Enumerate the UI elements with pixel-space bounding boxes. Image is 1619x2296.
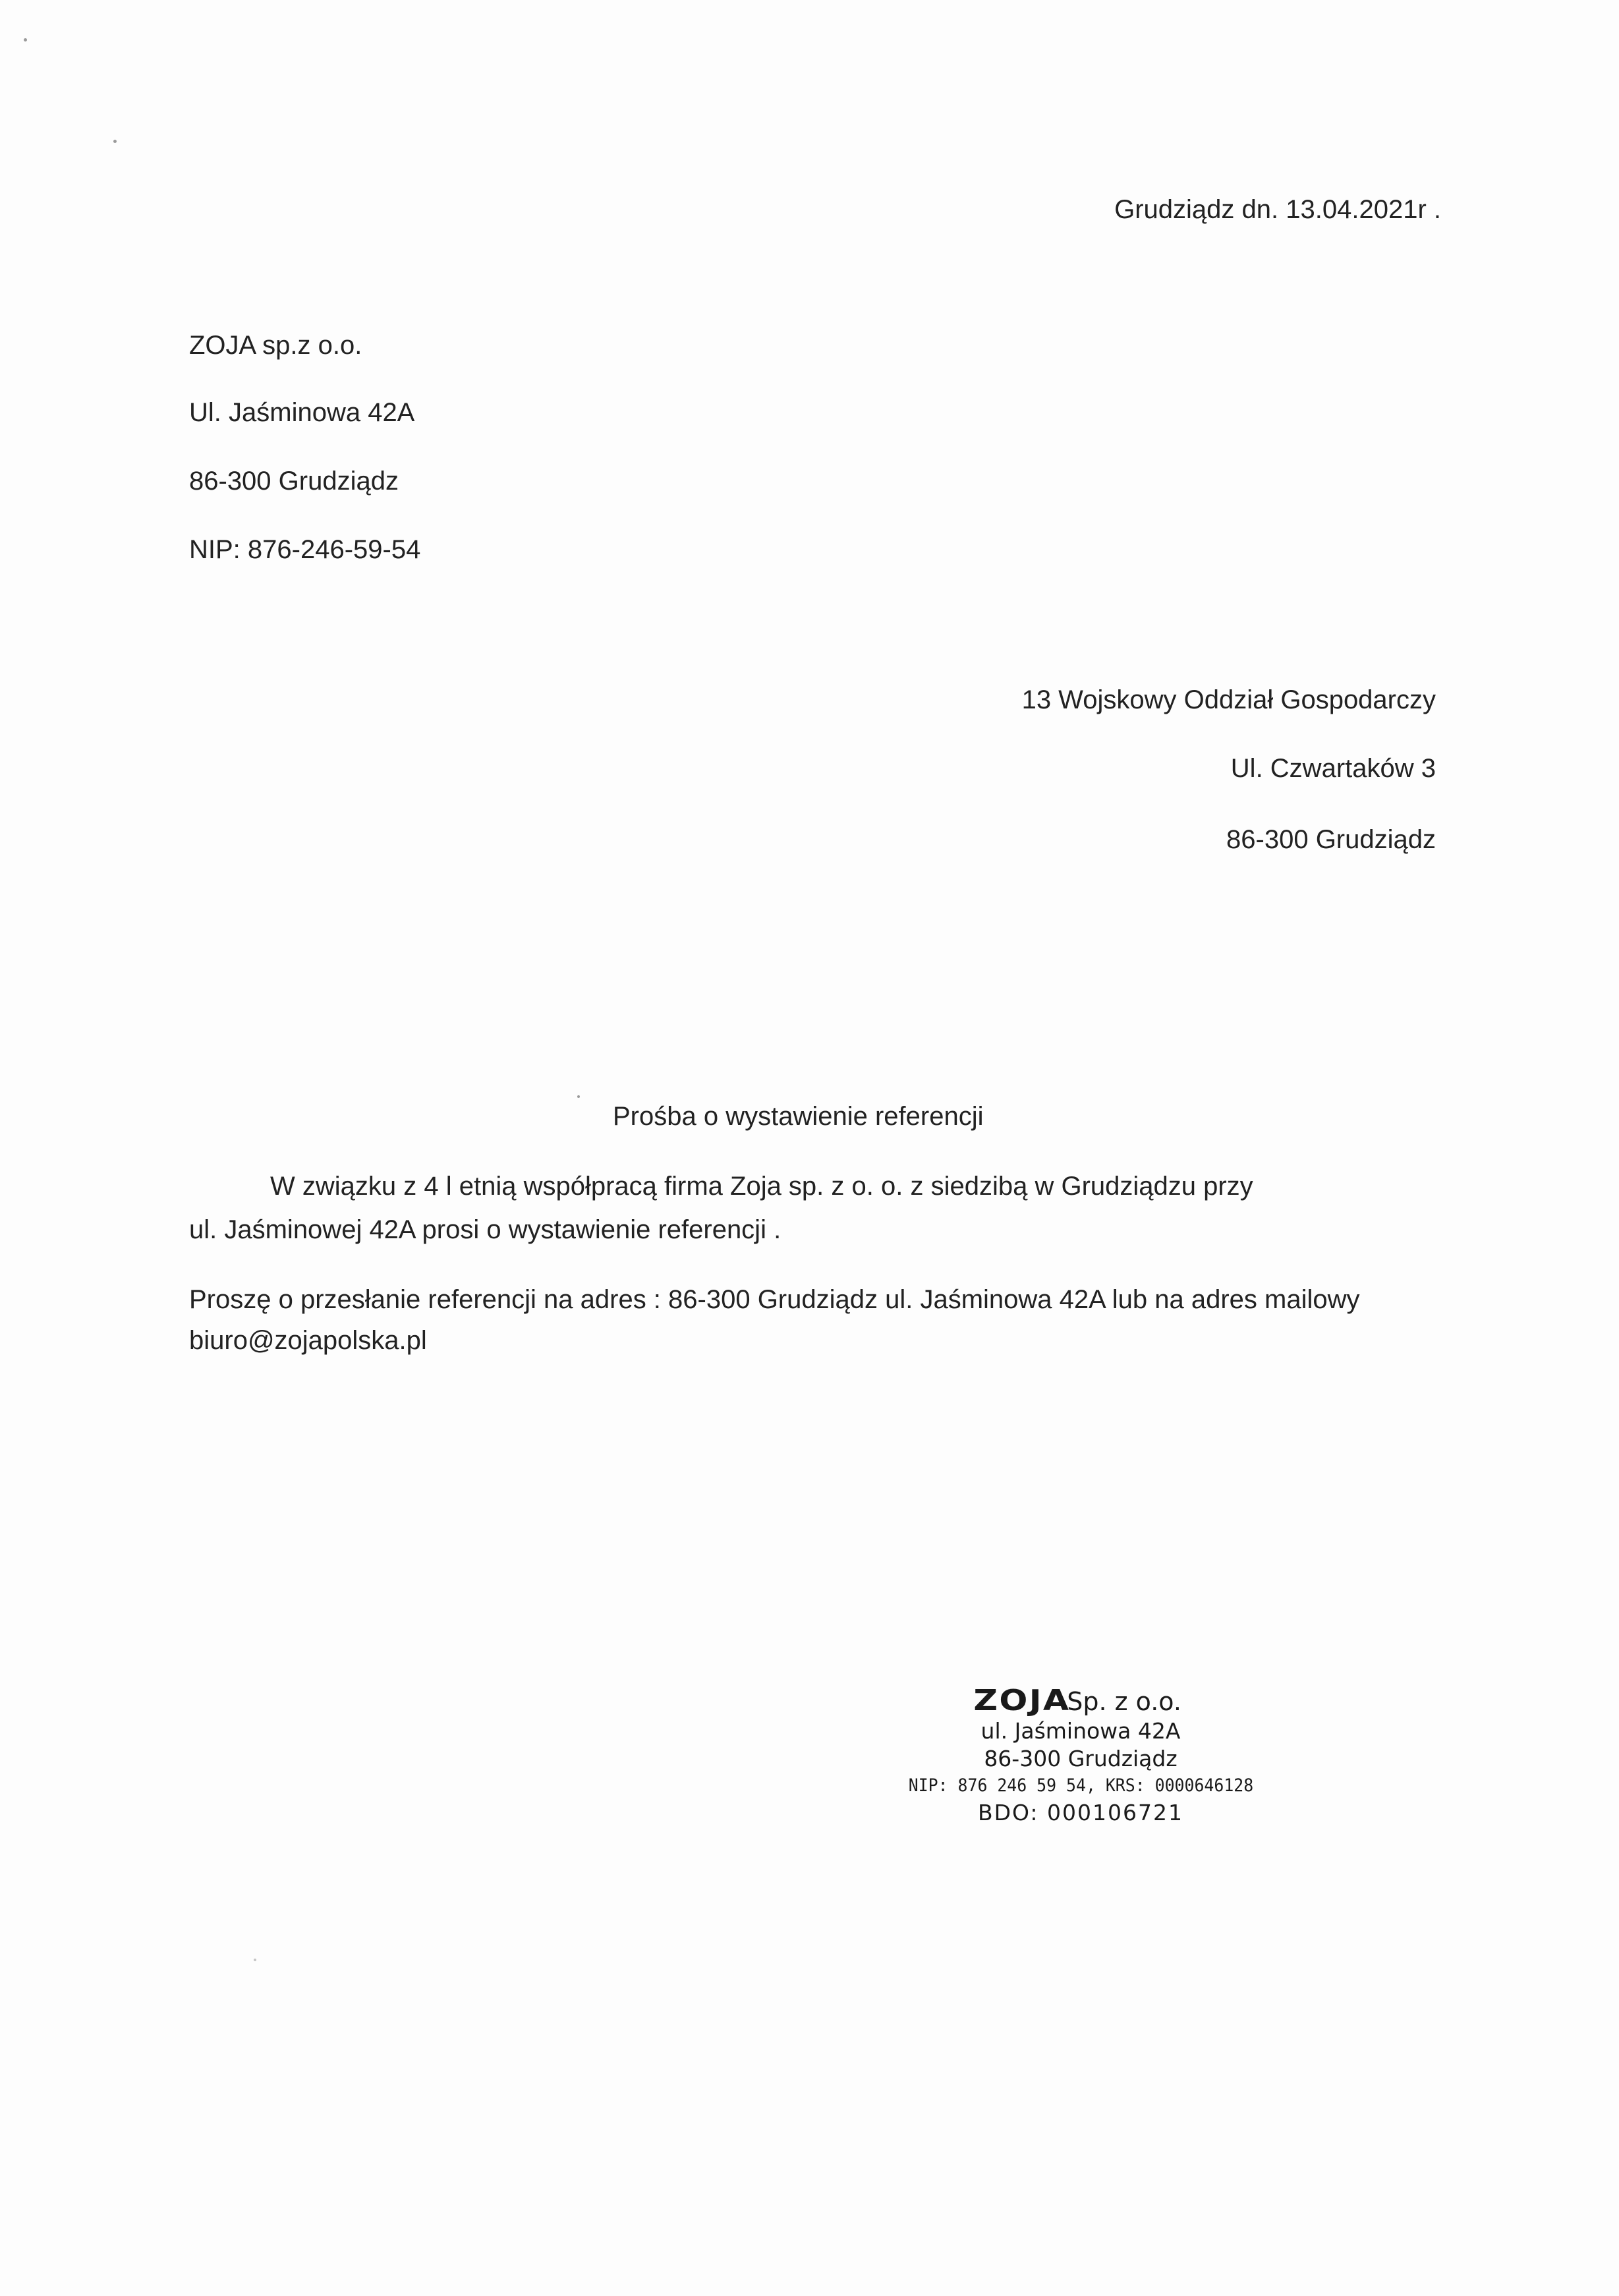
sender-street: Ul. Jaśminowa 42A (189, 398, 415, 427)
stamp-suffix: Sp. z o.o. (1067, 1687, 1181, 1716)
company-stamp (857, 1684, 1305, 1827)
sender-name: ZOJA sp.z o.o. (189, 331, 362, 360)
letter-subject: Prośba o wystawienie referencji (613, 1102, 984, 1131)
recipient-city: 86-300 Grudziądz (1226, 825, 1436, 854)
stamp-ids: NIP: 876 246 59 54, KRS: 0000646128 (908, 1775, 1253, 1796)
body-paragraph-2-line-1: Proszę o przesłanie referencji na adres : 86-300 Grudziądz ul. Jaśminowa 42A lub na adres mailowy (189, 1285, 1360, 1314)
recipient-street: Ul. Czwartaków 3 (1230, 754, 1436, 783)
sender-nip: NIP: 876-246-59-54 (189, 535, 421, 564)
date-line: Grudziądz dn. 13.04.2021r . (1114, 195, 1441, 224)
scan-speck (254, 1959, 256, 1961)
body-paragraph-1-line-2: ul. Jaśminowej 42A prosi o wystawienie referencji . (189, 1215, 781, 1244)
sender-city: 86-300 Grudziądz (189, 467, 399, 496)
stamp-brand: ZOJA (973, 1684, 1071, 1717)
scan-speck (113, 140, 117, 143)
body-paragraph-1-line-1: W związku z 4 l etnią współpracą firma Zoja sp. z o. o. z siedzibą w Grudziądzu przy (270, 1172, 1253, 1201)
stamp-street: ul. Jaśminowa 42A (980, 1718, 1181, 1744)
stamp-bdo: BDO: 000106721 (977, 1800, 1183, 1825)
recipient-name: 13 Wojskowy Oddział Gospodarczy (1021, 685, 1436, 714)
stamp-city: 86-300 Grudziądz (984, 1746, 1178, 1771)
body-paragraph-2-line-2: biuro@zojapolska.pl (189, 1326, 427, 1355)
stamp-header (857, 1684, 1305, 1717)
scan-speck (577, 1095, 580, 1098)
scan-speck (24, 38, 27, 42)
